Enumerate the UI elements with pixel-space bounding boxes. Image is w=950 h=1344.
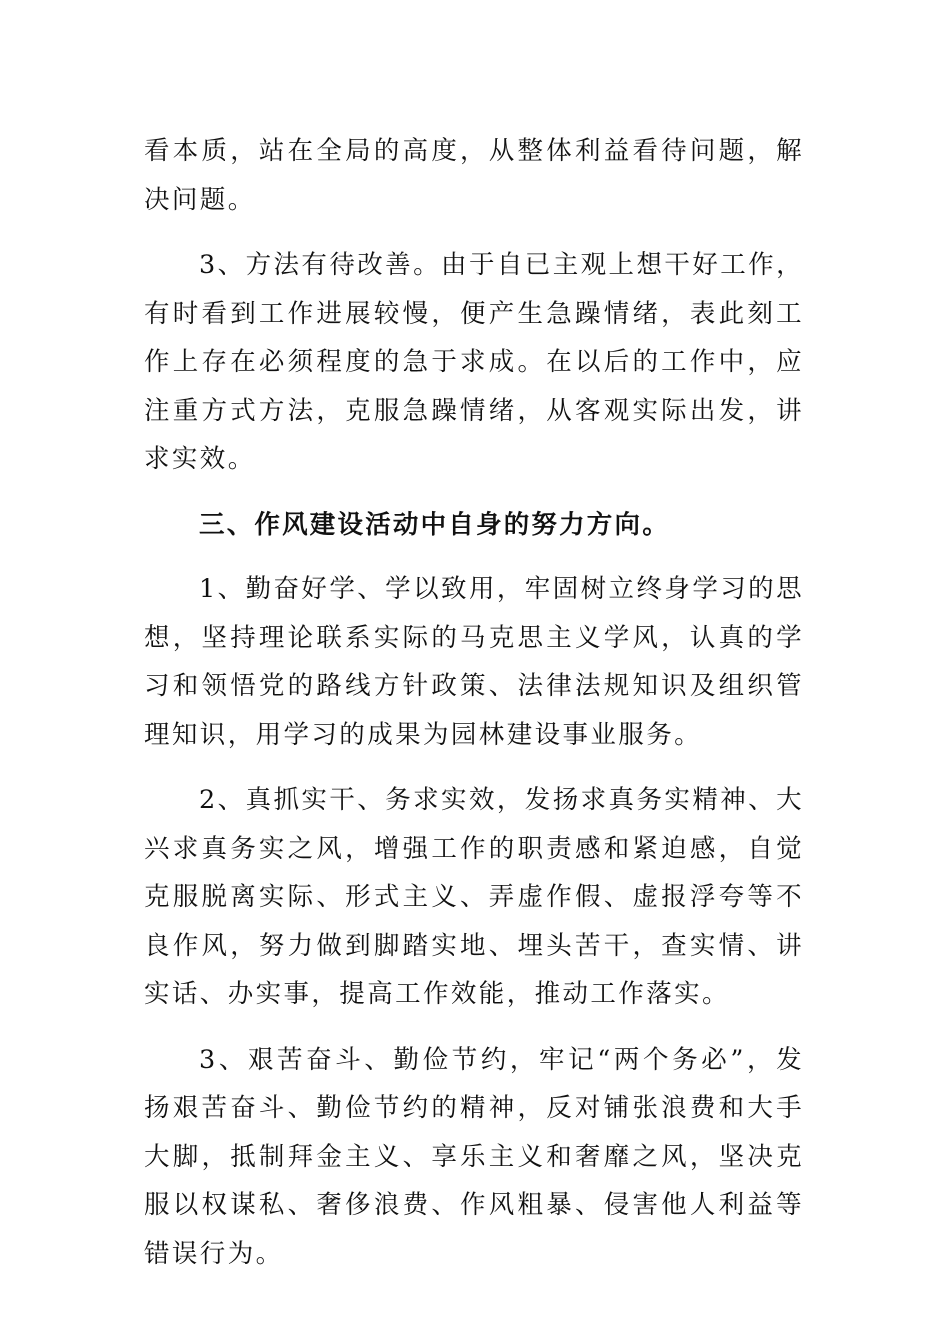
- paragraph-continuation: 看本质，站在全局的高度，从整体利益看待问题，解决问题。: [144, 136, 804, 215]
- section-heading-three: 三、作风建设活动中自身的努力方向。: [199, 509, 670, 540]
- paragraph-study-diligently: 1、勤奋好学、学以致用，牢固树立终身学习的思想，坚持理论联系实际的马克思主义学风，认真的学习和领悟党的路线方针政策、法律法规知识及组织管理知识，用学习的成果为园林建设事业服务。: [144, 574, 804, 750]
- paragraph-frugality: 3、艰苦奋斗、勤俭节约，牢记“两个务必”，发扬艰苦奋斗、勤俭节约的精神，反对铺张浪费和大手大脚，抵制拜金主义、享乐主义和奢靡之风，坚决克服以权谋私、奢侈浪费、作风粗暴、侵害他人利益等错误行为。: [144, 1044, 804, 1269]
- paragraph-method-improvement: 3、方法有待改善。由于自已主观上想干好工作，有时看到工作进展较慢，便产生急躁情绪，表此刻工作上存在必须程度的急于求成。在以后的工作中，应注重方式方法，克服急躁情绪，从客观实际出发，讲求实效。: [144, 250, 804, 474]
- paragraph-practical-work: 2、真抓实干、务求实效，发扬求真务实精神、大兴求真务实之风，增强工作的职责感和紧迫感，自觉克服脱离实际、形式主义、弄虚作假、虚报浮夸等不良作风，努力做到脚踏实地、埋头苦干，查实情、讲实话、办实事，提高工作效能，推动工作落实。: [144, 785, 804, 1009]
- document-body: [144, 127, 804, 1295]
